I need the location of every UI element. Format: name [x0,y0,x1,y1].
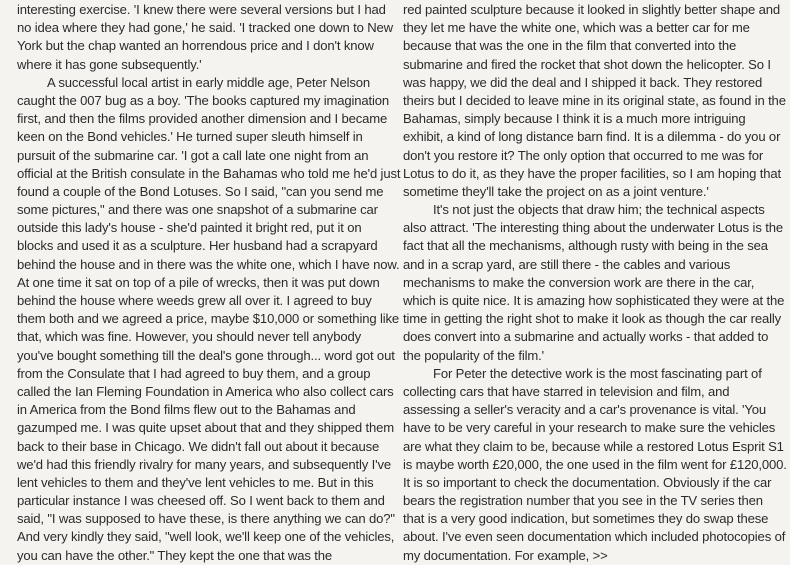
paragraph-continued: interesting exercise. 'I knew there were several versions but I had no idea where they had gone,' he said. 'I tracked one down to New York but the chap wanted an horrendous price and I don't know where it has gone subsequently.' [17,2,393,72]
paragraph-detective-work: For Peter the detective work is the most fascinating part of collecting cars that have starred in television and film, and assessing a seller's veracity and a car's provenance is vital. 'You have to be very careful in your research to make sure the vehicles are what they claim to be, because while a restored Lotus Esprit S1 is maybe worth £20,000, the one used in the film went for £120,000. It is so important to check the documentation. Obviously if the car bears the registration number that you see in the TV series then that is a very good indication, but sometimes they do swap these about. I've even seen documentation which included photocopies of my documentation. For example, >> [403,365,787,563]
paragraph-peter-nelson-intro: A successful local artist in early middle age, Peter Nelson caught the 007 bug as a boy. 'The books captured my imagination first, and then the films provided another dimension and I became keen on the Bond vehicles.' He turned super sleuth himself in pursuit of the submarine car. 'I got a call late one night from an official at the British consulate in the Bahamas who told me he'd just found a couple of the Bond Lotuses. So I said, "can you send me some pictures," and there was one snapshot of a submarine car outside this lady's house - she'd painted it bright red, put it on blocks and used it as a sculpture. Her husband had a scrapyard behind the house and in there was the white one, which I have now. At one time it sat on top of a pile of wrecks, then it was put down behind the house where weeds grew all over it. I agreed to buy them both and we agreed a price, maybe $10,000 or something like that, which was fine. However, you should never tell anybody you've bought something till the deal's gone through... word got out from the Consulate that I had agreed to buy them, and a group called the Ian Fleming Foundation in America who also collect cars in America from the Bond films flew out to the Bahamas and gazumped me. I was quite upset about that and they shipped them back to their base in Chicago. We didn't fall out about it because we'd had this friendly rivalry for many years, and subsequently I've lent vehicles to them and they've lent vehicles to me. But in this particular instance I was cheesed off. So I went back to them and said, "I was supposed to have these, is there anything we can do?" And very kindly they said, "well look, we'll keep one of the vehicles, you can have the other." They kept the one that was the [17,74,401,563]
text-column-right [403,1,787,565]
paragraph-technical-aspects: It's not just the objects that draw him; the technical aspects also attract. 'The interesting thing about the underwater Lotus is the fact that all the mechanisms, although rusty with being in the sea and in a scrap yard, are still there - the cables and various mechanisms to make the conversion work are there in the car, which is quite nice. It is amazing how sophisticated they were at the time in getting the right shot to make it look as though the car really does convert into a submarine and actually works - that added to the popularity of the film.' [403,202,785,363]
text-column-left [17,1,401,565]
paragraph-continued-right: red painted sculpture because it looked in slightly better shape and they let me have the white one, which was a better car for me because that was the one in the film that converted into the submarine and fired the rocket that shot down the helicopter. So I was happy, we did the deal and I shipped it back. They restored theirs but I decided to leave mine in its original state, as found in the Bahamas, simply because I think it is a much more intriguing exhibit, a kind of long distance barn find. It is a dilemma - do you or don't you restore it? The only option that occurred to me was for Lotus to do it, as they have the proper facilities, so I am hoping that sometime they'll take the project on as a joint venture.' [403,2,786,199]
